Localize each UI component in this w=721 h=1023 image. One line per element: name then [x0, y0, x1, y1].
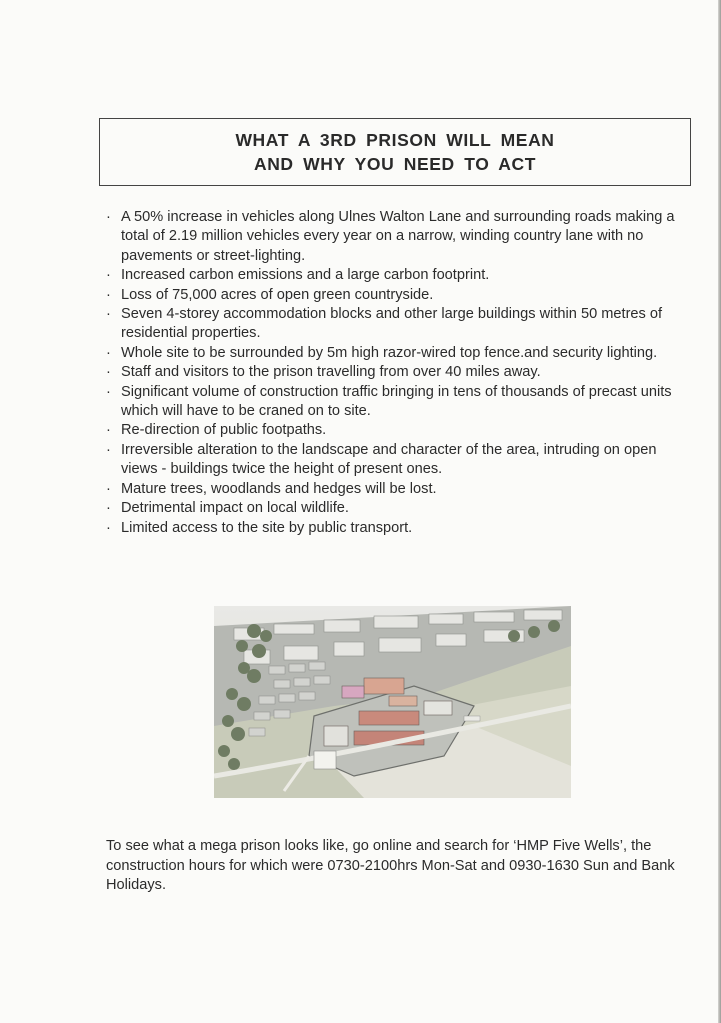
heading-line-1: WHAT A 3RD PRISON WILL MEAN [235, 130, 555, 150]
heading-line-2: AND WHY YOU NEED TO ACT [253, 154, 537, 174]
prison-aerial-render-image [214, 606, 571, 798]
bullet-text: Significant volume of construction traffic bringing in tens of thousands of precast units which will have to be craned on to site. [121, 383, 672, 420]
bullet-marker: · [106, 267, 111, 284]
heading-box [99, 118, 691, 186]
bullet-text: Staff and visitors to the prison travelling from over 40 miles away. [121, 364, 541, 381]
bullet-text: Loss of 75,000 acres of open green countryside. [121, 286, 434, 303]
bullet-item [106, 363, 686, 382]
bullet-text: A 50% increase in vehicles along Ulnes Walton Lane and surrounding roads making a total of 2.19 million vehicles every year on a narrow, winding country lane with no pavements or street-lighting. [121, 209, 675, 264]
impact-bullet-list [106, 208, 686, 538]
bullet-text: Seven 4-storey accommodation blocks and other large buildings within 50 metres of residential properties. [121, 306, 663, 342]
bullet-marker: · [106, 519, 111, 536]
bullet-marker: · [106, 344, 111, 361]
bullet-marker: · [106, 383, 111, 400]
bullet-text: Irreversible alteration to the landscape and character of the area, intruding on open views - buildings twice the height of present ones. [121, 441, 657, 478]
bullet-text: Mature trees, woodlands and hedges will be lost. [121, 480, 437, 497]
bullet-marker: · [106, 306, 111, 323]
bullet-marker: · [106, 286, 111, 303]
bullet-item [106, 421, 686, 440]
bullet-marker: · [106, 364, 111, 381]
bullet-item [106, 286, 686, 305]
bullet-item [106, 266, 686, 285]
bullet-item [106, 344, 686, 363]
bullet-item [106, 441, 686, 480]
bullet-marker: · [106, 441, 111, 458]
bullet-text: Detrimental impact on local wildlife. [121, 500, 349, 517]
bullet-marker: · [106, 422, 111, 439]
bullet-item [106, 499, 686, 518]
bullet-marker: · [106, 500, 111, 517]
bullet-item [106, 519, 686, 538]
bullet-text: Limited access to the site by public transport. [121, 519, 413, 536]
bullet-text: Whole site to be surrounded by 5m high razor-wired top fence.and security lighting. [121, 344, 658, 361]
bullet-item [106, 383, 686, 422]
bullet-item [106, 208, 686, 266]
bullet-text: Increased carbon emissions and a large carbon footprint. [121, 267, 490, 284]
bullet-item [106, 305, 686, 344]
bullet-marker: · [106, 209, 111, 225]
bullet-text: Re-direction of public footpaths. [121, 422, 327, 439]
bullet-marker: · [106, 480, 111, 497]
bullet-item [106, 480, 686, 499]
footer-paragraph: To see what a mega prison looks like, go online and search for ‘HMP Five Wells’, the construction hours for which were 0730-2100hrs Mon-Sat and 0930-1630 Sun and Bank Holidays. [106, 838, 675, 894]
aerial-render-illustration [214, 606, 571, 798]
